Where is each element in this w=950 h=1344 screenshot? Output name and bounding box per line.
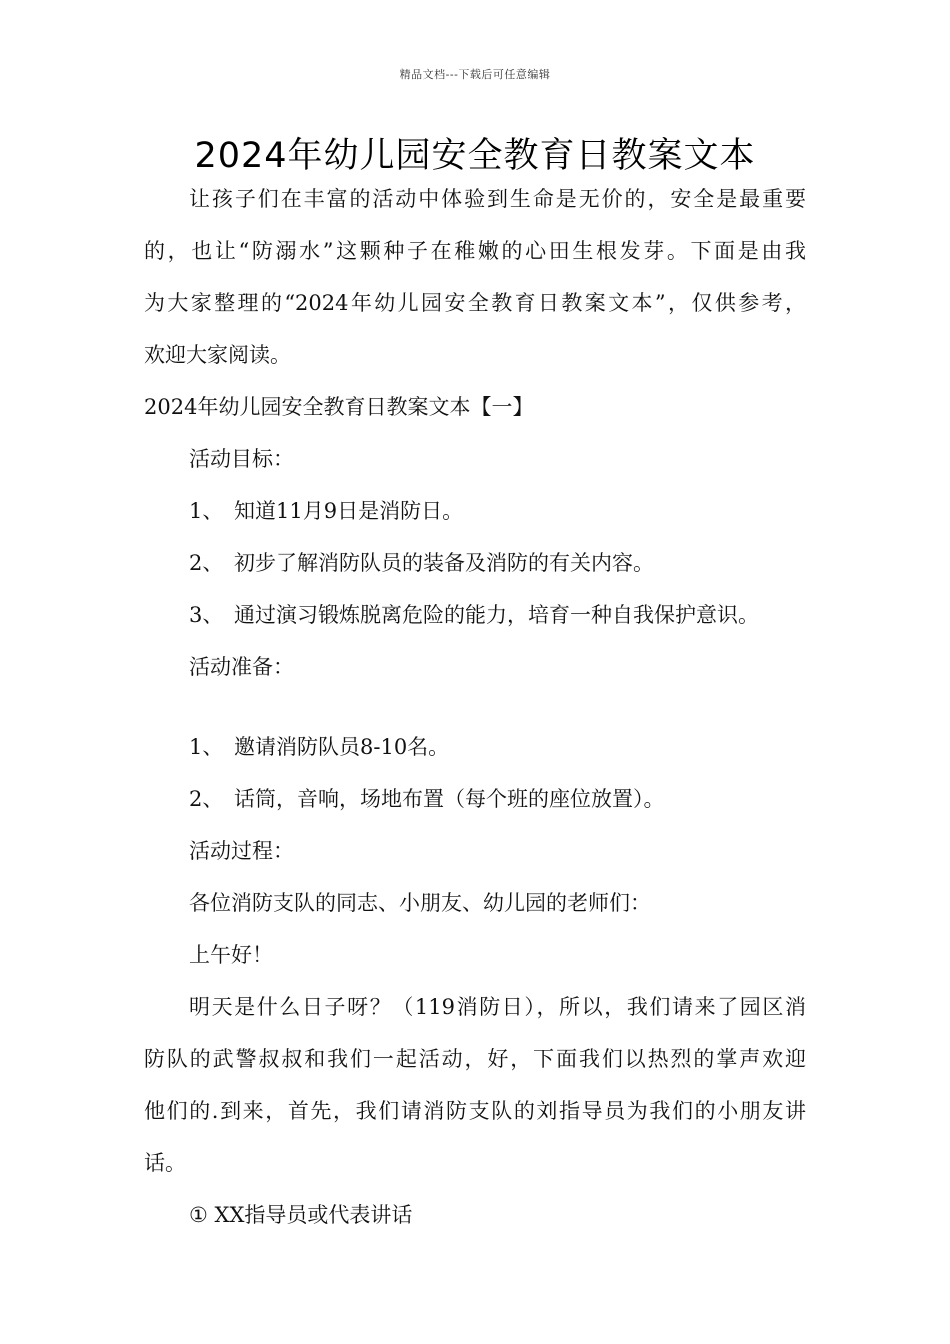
goal-item-number: 2、 [189, 551, 224, 575]
prep-item-number: 2、 [189, 787, 224, 811]
intro-line-3: 为大家整理的“2024年幼儿园安全教育日教案文本”，仅供参考， [144, 291, 806, 315]
prep-heading: 活动准备： [189, 655, 294, 679]
process-para-line-1: 明天是什么日子呀？（119消防日），所以，我们请来了园区消 [189, 995, 806, 1019]
greeting-line: 各位消防支队的同志、小朋友、幼儿园的老师们： [189, 891, 651, 915]
goal-item-text: 通过演习锻炼脱离危险的能力，培育一种自我保护意识。 [234, 603, 759, 627]
goal-item-text: 初步了解消防队员的装备及消防的有关内容。 [234, 551, 654, 575]
intro-paragraph [144, 173, 806, 693]
prep-item-text: 话筒，音响，场地布置（每个班的座位放置）。 [234, 787, 665, 811]
goal-item-2 [144, 537, 806, 589]
goal-item-1 [144, 485, 806, 537]
goal-item-text: 知道11月9日是消防日。 [234, 499, 464, 523]
process-heading: 活动过程： [189, 839, 294, 863]
intro-line-1: 让孩子们在丰富的活动中体验到生命是无价的，安全是最重要 [189, 187, 806, 211]
process-para-line-4: 话。 [144, 1151, 186, 1175]
morning-line: 上午好！ [189, 943, 273, 967]
document-title: 2024年幼儿园安全教育日教案文本 [194, 136, 756, 176]
prep-item-text: 邀请消防队员8-10名。 [234, 735, 450, 759]
step-1-line: ① XX指导员或代表讲话 [189, 1203, 413, 1227]
goal-item-number: 3、 [189, 603, 224, 627]
prep-item-1 [144, 721, 806, 773]
header-note: 精品文档---下载后可任意编辑 [399, 68, 551, 81]
intro-line-2: 的，也让“防溺水”这颗种子在稚嫩的心田生根发芽。下面是由我 [144, 239, 806, 263]
goals-heading: 活动目标： [189, 447, 294, 471]
goal-item-number: 1、 [189, 499, 224, 523]
goal-item-3 [144, 589, 806, 641]
process-para-line-3: 他们的.到来，首先，我们请消防支队的刘指导员为我们的小朋友讲 [144, 1099, 806, 1123]
process-para-line-2: 防队的武警叔叔和我们一起活动，好，下面我们以热烈的掌声欢迎 [144, 1047, 806, 1071]
intro-line-4: 欢迎大家阅读。 [144, 343, 291, 367]
section-heading: 2024年幼儿园安全教育日教案文本【一】 [144, 395, 534, 419]
prep-and-process [144, 721, 806, 1241]
prep-item-number: 1、 [189, 735, 224, 759]
prep-item-2 [144, 773, 806, 825]
